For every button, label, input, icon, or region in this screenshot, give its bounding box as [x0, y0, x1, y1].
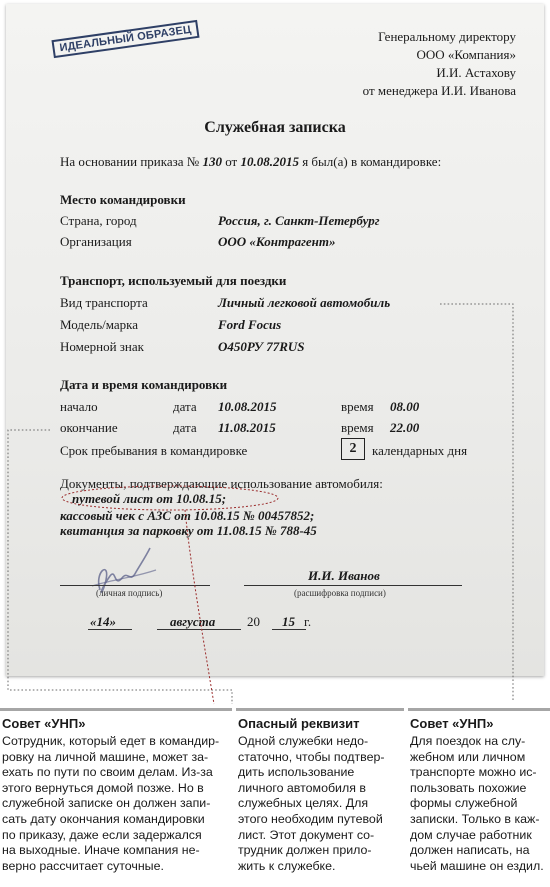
tip-line: статочно, чтобы подтвер- [238, 749, 385, 764]
addressee-line: ООО «Компания» [416, 47, 516, 62]
start-time-value: 08.00 [390, 399, 420, 414]
year-suffix: 15 [282, 614, 295, 629]
plate-value: О450РУ 77RUS [218, 339, 305, 354]
start-time-label: время [341, 399, 374, 414]
sign-month: августа [170, 614, 216, 629]
end-label: окончание [60, 420, 118, 435]
sign-day: «14» [90, 614, 116, 629]
tip-line: этого необходим путевой [238, 811, 383, 826]
tip-line: трудник должен прило- [238, 843, 372, 858]
start-label: начало [60, 399, 98, 414]
tip-title: Совет «УНП» [2, 716, 86, 731]
decode-caption: (расшифровка подписи) [294, 588, 386, 598]
tip-line: служебной записке он должен запи- [2, 796, 211, 811]
end-time-label: время [341, 420, 374, 435]
year-line [272, 629, 306, 630]
tip-line: формы служебной [410, 796, 518, 811]
tip-title: Опасный реквизит [238, 716, 360, 731]
end-date-value: 11.08.2015 [218, 420, 276, 435]
addressee-line: от менеджера И.И. Иванова [362, 83, 516, 98]
stay-unit: календарных дня [372, 443, 468, 458]
document-item-receipt: кассовый чек с АЗС от 10.08.15 № 00457852; [60, 508, 315, 523]
model-value: Ford Focus [218, 317, 282, 332]
tip-text-middle [238, 734, 385, 874]
stay-label: Срок пребывания в командировке [60, 443, 248, 458]
tip-line: чьей машине он ездил. [410, 858, 544, 873]
plate-label: Номерной знак [60, 339, 144, 354]
org-label: Организация [60, 234, 132, 249]
end-time-value: 22.00 [390, 420, 420, 435]
tip-line: жить к служебке. [238, 858, 336, 873]
intro-line [60, 154, 441, 170]
addressee-line: И.И. Астахову [436, 65, 516, 80]
stay-days-box: 2 [341, 438, 365, 460]
addressee-block [363, 28, 516, 100]
tip-line: пользовать похожие [410, 780, 527, 795]
tip-line: Сотрудник, который едет в командир- [2, 734, 220, 748]
tip-line: на выходные. Иначе компания не- [2, 843, 200, 858]
intro-text: от [225, 154, 238, 169]
order-date: 10.08.2015 [240, 154, 299, 169]
addressee-line: Генеральному директору [378, 29, 516, 44]
name-line [244, 585, 462, 586]
model-label: Модель/марка [60, 317, 139, 332]
transport-type-value: Личный легковой автомобиль [218, 295, 391, 310]
day-line [88, 629, 132, 630]
document-title: Служебная записка [204, 119, 346, 136]
tip-line: лист. Этот документ со- [238, 827, 375, 842]
order-number: 130 [202, 154, 222, 169]
transport-heading: Транспорт, используемый для поездки [60, 273, 287, 288]
year-prefix: 20 [247, 614, 260, 629]
country-value: Россия, г. Санкт-Петербург [218, 213, 380, 228]
month-line [157, 629, 241, 630]
tip-line: верно рассчитает суточные. [2, 858, 164, 873]
tip-line: Одной служебки недо- [238, 734, 369, 748]
tip-line: личного автомобиля в [238, 780, 366, 795]
year-unit: г. [304, 614, 312, 629]
document-item-waybill: путевой лист от 10.08.15; [72, 491, 227, 506]
country-label: Страна, город [60, 213, 137, 228]
tip-line: ровку на личной машине, может за- [2, 749, 209, 764]
start-date-value: 10.08.2015 [218, 399, 277, 414]
documents-heading: Документы, подтверждающие использование автомобиля: [60, 476, 383, 491]
tip-line: должен написать, на [410, 843, 530, 858]
tip-line: сать дату окончания командировки [2, 811, 205, 826]
signer-name: И.И. Иванов [308, 568, 380, 583]
sign-caption: (личная подпись) [96, 588, 163, 598]
tip-line: дить использование [238, 765, 355, 780]
tip-line: дом случае работник [410, 827, 532, 842]
intro-text: я был(а) в командировке: [302, 154, 442, 169]
tip-line: транспорте можно ис- [410, 765, 537, 780]
tip-text-left [2, 734, 219, 874]
start-date-label: дата [173, 399, 197, 414]
tip-title: Совет «УНП» [410, 716, 494, 731]
place-heading: Место командировки [60, 192, 186, 207]
document-item-parking: квитанция за парковку от 11.08.15 № 788-45 [60, 523, 317, 538]
tip-line: служебных целях. Для [238, 796, 369, 811]
tip-line: записки. Только в каж- [410, 811, 540, 826]
intro-text: На основании приказа № [60, 154, 200, 169]
transport-type-label: Вид транспорта [60, 295, 148, 310]
org-value: ООО «Контрагент» [218, 234, 336, 249]
tip-line: жебном или личном [410, 749, 526, 764]
tip-line: ехать по пути по своим делам. Из-за [2, 765, 213, 780]
dates-heading: Дата и время командировки [60, 377, 228, 392]
tip-line: Для поездок на слу- [410, 734, 526, 748]
tip-line: этого вернуться домой позже. Но в [2, 780, 204, 795]
tip-line: по приказу, даже если задержался [2, 827, 202, 842]
signature-line [60, 585, 210, 586]
tip-text-right [410, 734, 544, 874]
end-date-label: дата [173, 420, 197, 435]
sample-stamp: ИДЕАЛЬНЫЙ ОБРАЗЕЦ [51, 20, 199, 58]
